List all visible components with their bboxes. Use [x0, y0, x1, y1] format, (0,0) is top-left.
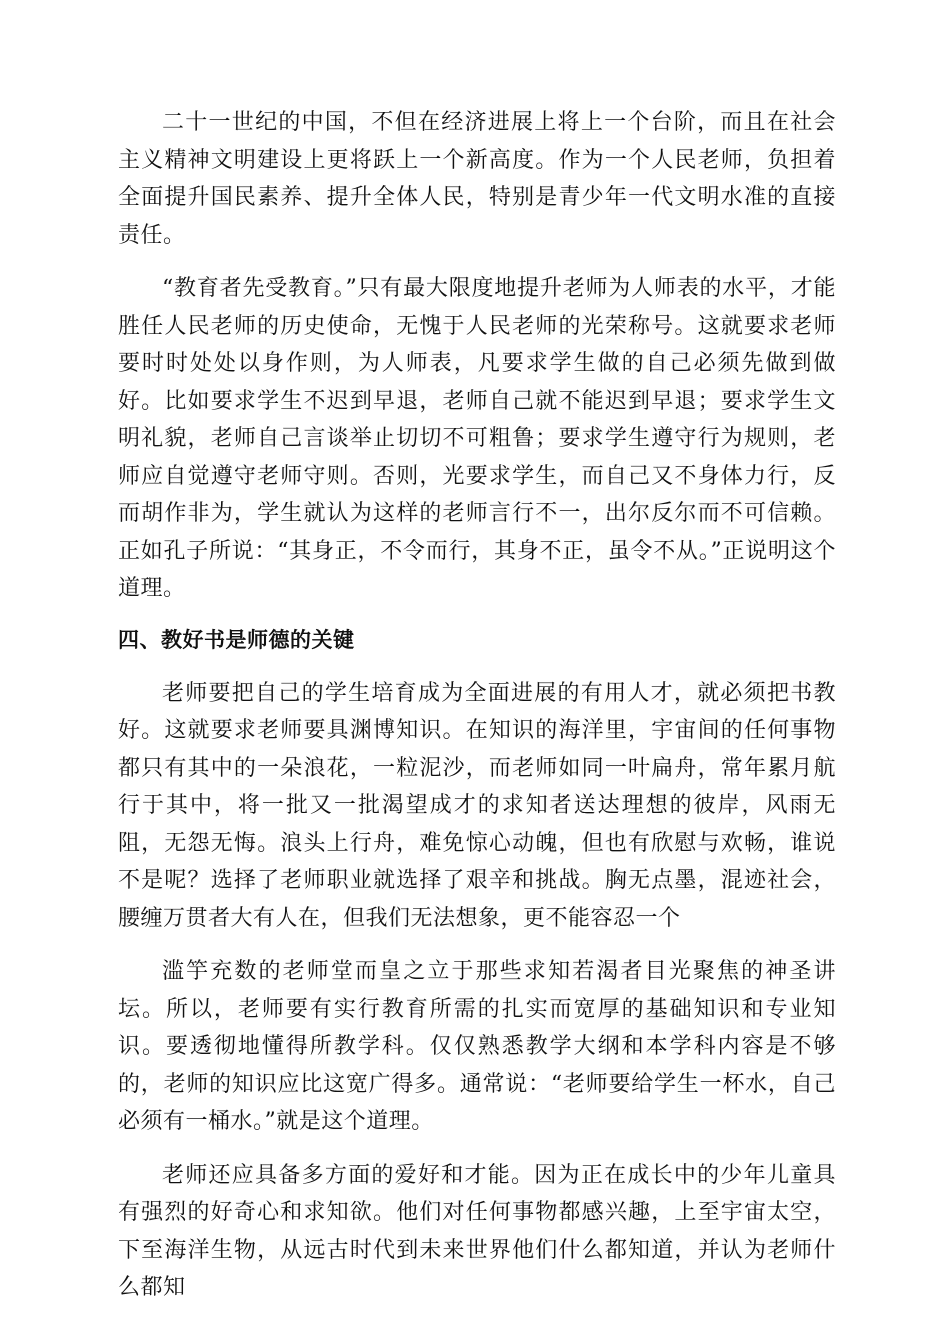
document-body [118, 104, 836, 1307]
paragraph: 老师还应具备多方面的爱好和才能。因为正在成长中的少年儿童具有强烈的好奇心和求知欲。他们对任何事物都感兴趣，上至宇宙太空，下至海洋生物，从远古时代到未来世界他们什么都知道，并认为老师什么都知 [118, 1162, 836, 1300]
paragraph: 滥竽充数的老师堂而皇之立于那些求知若渴者目光聚焦的神圣讲坛。所以，老师要有实行教育所需的扎实而宽厚的基础知识和专业知识。要透彻地懂得所教学科。仅仅熟悉教学大纲和本学科内容是不够的，老师的知识应比这宽广得多。通常说：“老师要给学生一杯水，自己必须有一桶水。”就是这个道理。 [118, 959, 836, 1134]
paragraph: 老师要把自己的学生培育成为全面进展的有用人才，就必须把书教好。这就要求老师要具渊博知识。在知识的海洋里，宇宙间的任何事物都只有其中的一朵浪花，一粒泥沙，而老师如同一叶扁舟，常年累月航行于其中，将一批又一批渴望成才的求知者送达理想的彼岸，风雨无阻，无怨无悔。浪头上行舟，难免惊心动魄，但也有欣慰与欢畅，谁说不是呢？选择了老师职业就选择了艰辛和挑战。胸无点墨，混迹社会，腰缠万贯者大有人在，但我们无法想象，更不能容忍一个 [118, 680, 836, 931]
paragraph: 二十一世纪的中国，不但在经济进展上将上一个台阶，而且在社会主义精神文明建设上更将跃上一个新高度。作为一个人民老师，负担着全面提升国民素养、提升全体人民，特别是青少年一代文明水准的直接责任。 [118, 110, 836, 248]
paragraph: “教育者先受教育。”只有最大限度地提升老师为人师表的水平，才能胜任人民老师的历史使命，无愧于人民老师的光荣称号。这就要求老师要时时处处以身作则，为人师表，凡要求学生做的自己必须先做到做好。比如要求学生不迟到早退，老师自己就不能迟到早退；要求学生文明礼貌，老师自己言谈举止切切不可粗鲁；要求学生遵守行为规则，老师应自觉遵守老师守则。否则，光要求学生，而自己又不身体力行，反而胡作非为，学生就认为这样的老师言行不一，出尔反尔而不可信赖。正如孔子所说：“其身正，不令而行，其身不正，虽令不从。”正说明这个道理。 [118, 276, 836, 601]
section-heading: 四、教好书是师德的关键 [118, 627, 355, 652]
